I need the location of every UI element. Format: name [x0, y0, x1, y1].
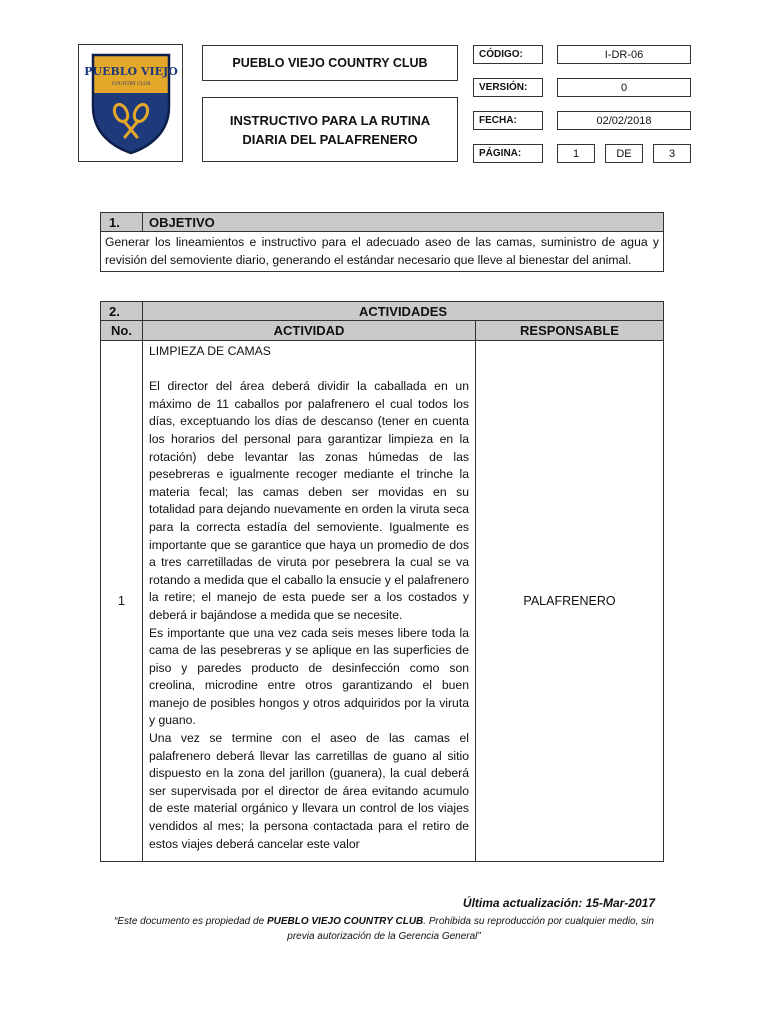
codigo-value: I-DR-06 [557, 45, 691, 64]
note-suffix: . Prohibida su reproducción por cualquier medio, sin previa autorización de la Gerencia General” [287, 916, 654, 942]
fecha-label: FECHA: [473, 111, 543, 130]
club-logo [83, 51, 178, 155]
fecha-value: 02/02/2018 [557, 111, 691, 130]
doc-title-line2: DIARIA DEL PALAFRENERO [242, 131, 418, 147]
version-value: 0 [557, 78, 691, 97]
logo-text: PUEBLO VIEJO [83, 65, 178, 78]
logo-box [78, 44, 183, 162]
pagina-current: 1 [557, 144, 595, 163]
doc-title-line1: INSTRUCTIVO PARA LA RUTINA [229, 112, 431, 128]
actividades-title: ACTIVIDADES [143, 302, 664, 321]
pagina-total: 3 [653, 144, 691, 163]
activity-paragraph: Una vez se termine con el aseo de las camas el palafrenero deberá llevar las carretillas de guano al sitio dispuesto en la zona del jarillon (guanera), la cual deberá ser supervisada por el director de área evitando acumulo de este material orgánico y llevara un control de los viajes vendidos al mes; la persona contactada para el retiro de estos viajes deberá cancelar este valor [149, 731, 469, 851]
pagina-label: PÁGINA: [473, 144, 543, 163]
note-prefix: “Este documento es propiedad de [114, 916, 267, 927]
objetivo-title: OBJETIVO [143, 213, 664, 232]
doc-title-box [202, 97, 458, 162]
col-actividad-header: ACTIVIDAD [143, 321, 476, 341]
col-no-header: No. [101, 321, 143, 341]
col-responsable-header: RESPONSABLE [476, 321, 664, 341]
codigo-label: CÓDIGO: [473, 45, 543, 64]
activity-title: LIMPIEZA DE CAMAS [149, 344, 271, 358]
actividades-table [100, 301, 664, 862]
activity-paragraph: Es importante que una vez cada seis meses libere toda la cama de las pesebreras y se aplique en las superficies de piso y paredes producto de desinfección como son creolina, microdine entre otros garantizando el buen manejo de posibles hongos y otros adquiridos por la viruta y guano. [149, 625, 469, 728]
activity-cell [143, 341, 476, 862]
table-row [101, 341, 664, 862]
row-number: 1 [101, 341, 143, 862]
club-name-box [202, 45, 458, 81]
pagina-de: DE [605, 144, 643, 163]
activity-paragraph: El director del área deberá dividir la caballada en un máximo de 11 caballos por palafrenero el cual todos los días, exceptuando los días de descanso (tener en cuenta los horarios del personal para garantizar limpieza en la rotación) debe levantar las zonas húmedas de las pesebreras e igualmente recoger mediante el trinche la materia fecal; las camas deben ser movidas en su totalidad para dejando nuevamente en orden la viruta seca para la correcta estadía del semoviente. Igualmente es importante que se garantice que haya un promedio de dos a tres carretilladas de viruta por pesebrera la cual se va rotando a medida que el caballo la ensucie y el palafrenero la retire; el manejo de esta puede ser a los costados y deberá ir bajándose a medida que se necesite. [149, 379, 469, 622]
responsable-cell: PALAFRENERO [476, 341, 664, 862]
logo-subtext: COUNTRY CLUB [111, 82, 150, 87]
club-name: PUEBLO VIEJO COUNTRY CLUB [232, 56, 428, 70]
actividades-number: 2. [101, 302, 143, 321]
version-label: VERSIÓN: [473, 78, 543, 97]
last-updated: Última actualización: 15-Mar-2017 [462, 896, 655, 910]
copyright-note [100, 914, 668, 944]
objetivo-table [100, 212, 664, 272]
objetivo-text: Generar los lineamientos e instructivo para el adecuado aseo de las camas, suministro de agua y revisión del semoviente diario, generando el estándar necesario que lleve al bienestar del animal. [101, 232, 664, 272]
note-brand: PUEBLO VIEJO COUNTRY CLUB [266, 916, 424, 927]
objetivo-number: 1. [101, 213, 143, 232]
